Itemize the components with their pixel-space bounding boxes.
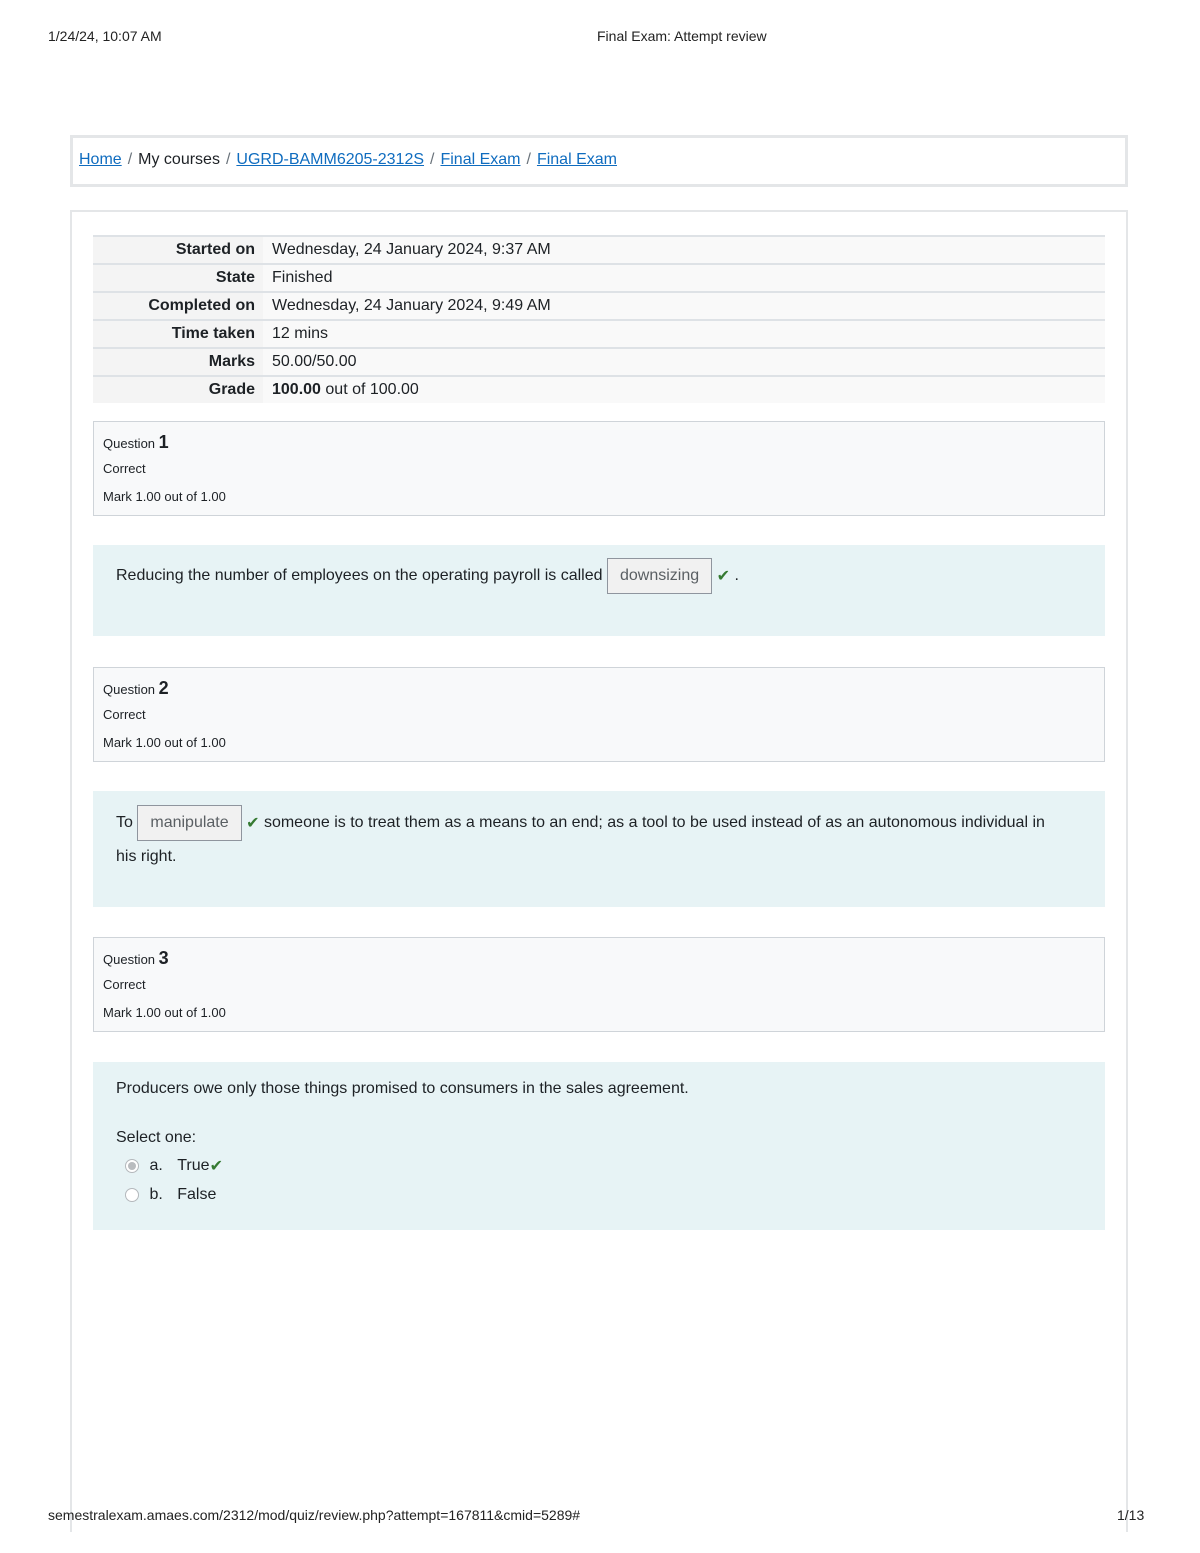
summary-row-grade: [93, 376, 1105, 403]
question-3-formulation: [93, 1062, 1105, 1230]
breadcrumb-separator: /: [225, 151, 231, 168]
question-number: 2: [158, 678, 169, 698]
question-3-option-b: [125, 1186, 216, 1204]
question-2-state: Correct: [103, 707, 146, 722]
check-icon: ✔: [716, 568, 730, 585]
marks-value: 50.00/50.00: [263, 348, 1105, 376]
check-icon: ✔: [246, 815, 260, 832]
grade-value-cell: [263, 376, 1105, 403]
breadcrumb-home-link[interactable]: Home: [79, 151, 122, 168]
summary-row-started-on: [93, 236, 1105, 264]
option-a-letter: a.: [149, 1157, 163, 1175]
question-1-info: [93, 421, 1105, 516]
question-3-state: Correct: [103, 977, 146, 992]
started-on-value: Wednesday, 24 January 2024, 9:37 AM: [263, 236, 1105, 264]
question-1-number: [103, 432, 169, 453]
breadcrumb-my-courses: My courses: [138, 151, 220, 168]
print-header: [0, 28, 1200, 48]
question-1-answer-field: downsizing: [607, 558, 712, 594]
print-url: semestralexam.amaes.com/2312/mod/quiz/review.php?attempt=167811&cmid=5289#: [48, 1507, 581, 1523]
question-1-text-line: [116, 558, 739, 594]
breadcrumb-separator: /: [127, 151, 133, 168]
summary-row-marks: [93, 348, 1105, 376]
question-2-mark: Mark 1.00 out of 1.00: [103, 735, 226, 750]
question-1-formulation: [93, 545, 1105, 636]
breadcrumb-quiz-link[interactable]: Final Exam: [536, 151, 617, 168]
question-label: Question: [103, 952, 156, 967]
question-1-mark: Mark 1.00 out of 1.00: [103, 489, 226, 504]
breadcrumb-container: [70, 135, 1128, 187]
question-3-option-a: [125, 1156, 223, 1176]
print-footer: [0, 1507, 1200, 1527]
question-1-text-after: .: [734, 567, 739, 585]
question-label: Question: [103, 682, 156, 697]
question-2-info: [93, 667, 1105, 762]
state-label: State: [93, 264, 263, 292]
question-2-text-before: To: [116, 814, 133, 832]
print-datetime: 1/24/24, 10:07 AM: [48, 28, 162, 44]
question-number: 1: [158, 432, 169, 452]
completed-on-label: Completed on: [93, 292, 263, 320]
breadcrumb: [79, 151, 617, 169]
breadcrumb-section-link[interactable]: Final Exam: [440, 151, 521, 168]
summary-row-state: [93, 264, 1105, 292]
question-2-text-line: [116, 805, 1045, 841]
question-number: 3: [158, 948, 169, 968]
question-2-formulation: [93, 791, 1105, 907]
grade-suffix: out of 100.00: [325, 381, 419, 398]
completed-on-value: Wednesday, 24 January 2024, 9:49 AM: [263, 292, 1105, 320]
started-on-label: Started on: [93, 236, 263, 264]
question-2-text-after: someone is to treat them as a means to an end; as a tool to be used instead of as an autonomous individual in: [263, 814, 1045, 832]
breadcrumb-separator: /: [430, 151, 435, 168]
option-b-letter: b.: [149, 1186, 163, 1203]
question-1-text-before: Reducing the number of employees on the operating payroll is called: [116, 567, 603, 585]
question-label: Question: [103, 436, 156, 451]
state-value: Finished: [263, 264, 1105, 292]
option-a-text: True: [177, 1157, 210, 1175]
check-icon: ✔: [209, 1158, 223, 1175]
breadcrumb-course-link[interactable]: UGRD-BAMM6205-2312S: [236, 151, 425, 168]
breadcrumb-separator: /: [526, 151, 531, 168]
question-3-mark: Mark 1.00 out of 1.00: [103, 1005, 226, 1020]
time-taken-label: Time taken: [93, 320, 263, 348]
grade-value: 100.00: [272, 381, 321, 398]
marks-label: Marks: [93, 348, 263, 376]
print-page-number: 1/13: [1117, 1507, 1145, 1523]
grade-label: Grade: [93, 376, 263, 403]
question-3-text: Producers owe only those things promised to consumers in the sales agreement.: [116, 1080, 689, 1097]
summary-row-completed-on: [93, 292, 1105, 320]
question-3-number: [103, 948, 169, 969]
question-1-state: Correct: [103, 461, 146, 476]
time-taken-value: 12 mins: [263, 320, 1105, 348]
question-2-answer-field: manipulate: [137, 805, 241, 841]
attempt-summary-table: [93, 235, 1105, 403]
question-3-prompt: Select one:: [116, 1129, 197, 1146]
print-page-title: Final Exam: Attempt review: [597, 28, 767, 44]
question-2-text-continued: his right.: [116, 848, 177, 865]
summary-row-time-taken: [93, 320, 1105, 348]
question-2-number: [103, 678, 169, 699]
question-3-info: [93, 937, 1105, 1032]
radio-selected: [125, 1159, 139, 1173]
radio-unselected: [125, 1188, 139, 1202]
option-b-text: False: [177, 1186, 217, 1203]
